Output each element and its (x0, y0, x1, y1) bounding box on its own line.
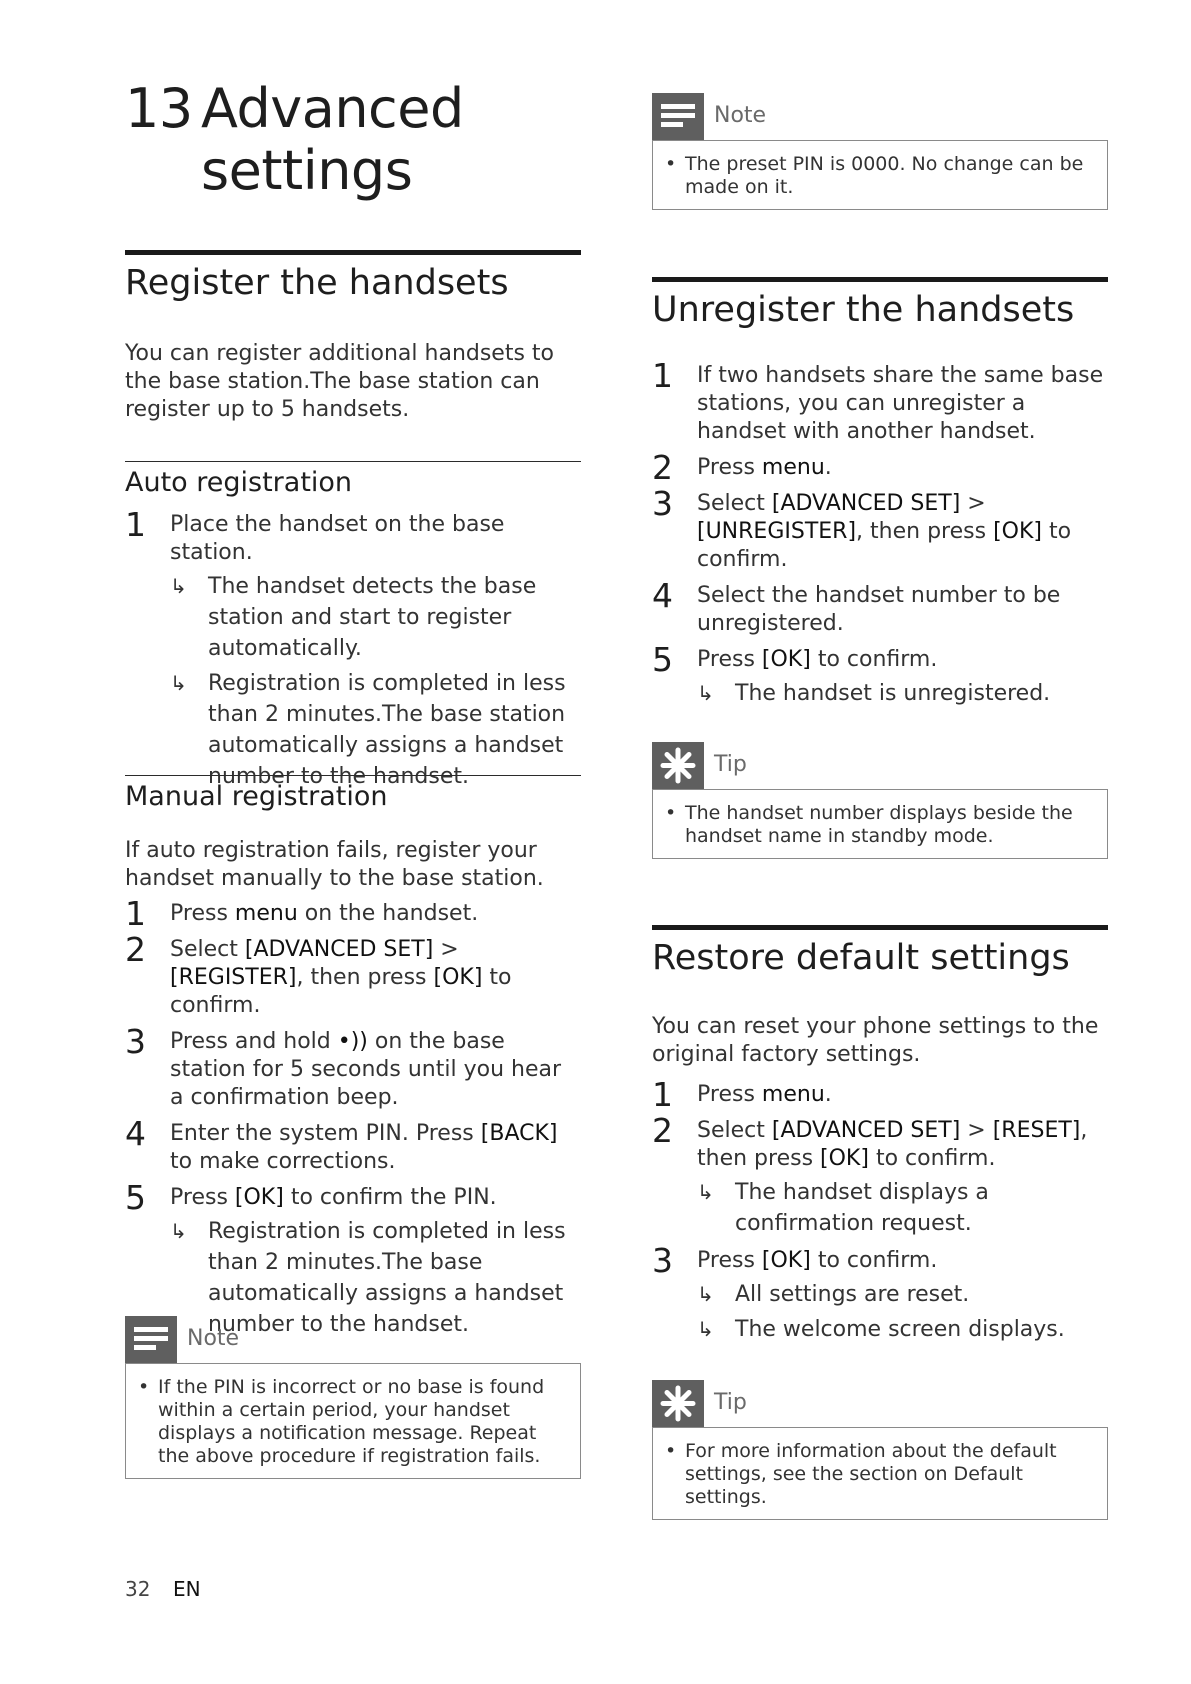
step-text: to confirm. (868, 1146, 996, 1171)
tip-text: For more information about the default settings, see the section on Default settings. (685, 1440, 1057, 1508)
result-item (170, 668, 581, 792)
restore-intro: You can reset your phone settings to the original factory settings. (652, 1014, 1099, 1067)
step-number: 1 (125, 505, 146, 544)
step-number: 5 (652, 640, 673, 679)
section-register (125, 250, 581, 305)
tip-box-restore (652, 1380, 1108, 1520)
note-text: If the PIN is incorrect or no base is found within a certain period, your handset displays a notification message. Repeat the above procedure if registration fails. (158, 1376, 545, 1467)
page-number: 32 (125, 1577, 151, 1601)
step-text: on the base station for 5 seconds until you hear a confirmation beep. (170, 1029, 562, 1110)
step-text: Place the handset on the base station. (170, 512, 505, 565)
note-header (125, 1316, 581, 1363)
unregister-step-2 (652, 448, 1108, 487)
manual-intro: If auto registration fails, register your handset manually to the base station. (125, 838, 544, 891)
page-footer (125, 1577, 201, 1601)
ok-key: [OK] (993, 519, 1042, 544)
section-restore (652, 925, 1108, 980)
tip-body (652, 1427, 1108, 1520)
restore-step-1 (652, 1075, 1108, 1114)
manual-step-3 (125, 1022, 581, 1112)
unregister-heading: Unregister the handsets (652, 290, 1075, 330)
note-body (652, 140, 1108, 210)
ok-key: [OK] (433, 965, 483, 990)
step-number: 2 (125, 930, 146, 969)
result-text: The handset is unregistered. (735, 681, 1051, 706)
step-number: 4 (125, 1114, 146, 1153)
step-text: If two handsets share the same base stations, you can unregister a handset with another handset. (697, 363, 1104, 444)
back-key: [BACK] (480, 1121, 558, 1146)
step-text: Select the handset number to be unregistered. (697, 583, 1061, 636)
auto-heading: Auto registration (125, 467, 353, 498)
result-arrow-icon: ↳ (697, 681, 714, 705)
tip-body (652, 789, 1108, 859)
menu-option: [ADVANCED SET] (244, 937, 434, 962)
manual-step-2 (125, 930, 581, 1020)
step-text: Select (170, 937, 245, 962)
result-text: Registration is completed in less than 2 minutes.The base automatically assigns a handset number to the handset. (208, 1219, 566, 1337)
note-box-pin (652, 93, 1108, 210)
step-text: Press (170, 1185, 235, 1210)
manual-heading: Manual registration (125, 781, 388, 812)
menu-option: [RESET] (992, 1118, 1081, 1143)
note-header (652, 93, 1108, 140)
result-text: Registration is completed in less than 2 minutes.The base station automatically assigns a handset number to the handset. (208, 671, 566, 789)
chapter-number: 13 (125, 77, 193, 140)
step-number: 2 (652, 1111, 673, 1150)
separator: > (960, 491, 986, 516)
result-arrow-icon: ↳ (697, 1180, 714, 1204)
note-text: The preset PIN is 0000. No change can be made on it. (685, 153, 1084, 198)
restore-step-2 (652, 1111, 1108, 1239)
step-number: 3 (652, 1241, 673, 1280)
ok-key: [OK] (761, 647, 811, 672)
step-number: 1 (652, 356, 673, 395)
step-text: to confirm the PIN. (283, 1185, 497, 1210)
step-text: Select (697, 491, 772, 516)
section-unregister (652, 277, 1108, 332)
restore-step-3 (652, 1241, 1108, 1345)
tip-box-unregister (652, 742, 1108, 859)
tip-text: The handset number displays beside the handset name in standby mode. (685, 802, 1073, 847)
step-text: Press (697, 647, 762, 672)
menu-option: [UNREGISTER] (697, 519, 857, 544)
step-text: Press (697, 1082, 762, 1107)
step-text: Press (697, 1248, 762, 1273)
register-heading: Register the handsets (125, 263, 509, 303)
restore-heading: Restore default settings (652, 938, 1070, 978)
step-text: to confirm. (170, 965, 512, 1018)
auto-steps (125, 505, 581, 800)
result-item (697, 1177, 1108, 1239)
register-intro: You can register additional handsets to the base station.The base station can register up to 5 handsets. (125, 341, 555, 422)
menu-key: menu (761, 1082, 825, 1107)
result-text: The welcome screen displays. (735, 1317, 1065, 1342)
result-item (697, 678, 1108, 709)
result-arrow-icon: ↳ (697, 1317, 714, 1341)
step-number: 1 (125, 894, 146, 933)
manual-steps (125, 894, 581, 1348)
step-text: Select (697, 1118, 772, 1143)
unregister-step-1 (652, 356, 1108, 446)
step-number: 5 (125, 1178, 146, 1217)
result-text: The handset displays a confirmation request. (735, 1180, 989, 1236)
result-item (170, 571, 581, 664)
result-item (697, 1314, 1108, 1345)
step-text: Press and hold (170, 1029, 338, 1054)
tip-asterisk-icon (652, 1380, 704, 1427)
step-number: 4 (652, 576, 673, 615)
tip-label: Tip (714, 1390, 747, 1415)
unregister-steps (652, 356, 1108, 717)
tip-header (652, 742, 1108, 789)
note-icon (652, 93, 704, 140)
tip-header (652, 1380, 1108, 1427)
language-code: EN (173, 1577, 201, 1601)
note-box-registration (125, 1316, 581, 1479)
ok-key: [OK] (820, 1146, 869, 1171)
tip-label: Tip (714, 752, 747, 777)
bullet: • (138, 1376, 150, 1398)
ok-key: [OK] (761, 1248, 811, 1273)
bullet: • (665, 153, 677, 175)
menu-option: [ADVANCED SET] (771, 1118, 961, 1143)
step-text: Enter the system PIN. Press (170, 1121, 481, 1146)
step-text: . (824, 1082, 832, 1107)
auto-step-1 (125, 505, 581, 792)
step-number: 2 (652, 448, 673, 487)
unregister-step-5 (652, 640, 1108, 709)
note-label: Note (714, 103, 767, 128)
step-text: , then press (296, 965, 434, 990)
note-icon (125, 1316, 177, 1363)
result-arrow-icon: ↳ (170, 671, 187, 695)
restore-steps (652, 1075, 1108, 1353)
result-item (697, 1279, 1108, 1310)
paging-icon: •)) (337, 1029, 368, 1054)
step-text: to make corrections. (170, 1149, 396, 1174)
subsection-auto (125, 461, 581, 500)
menu-option: [ADVANCED SET] (771, 491, 961, 516)
unregister-step-3 (652, 484, 1108, 574)
result-arrow-icon: ↳ (697, 1282, 714, 1306)
menu-key: menu (234, 901, 298, 926)
step-number: 1 (652, 1075, 673, 1114)
note-label: Note (187, 1326, 240, 1351)
step-text: to confirm. (810, 647, 938, 672)
step-text: . (824, 455, 832, 480)
subsection-manual (125, 775, 581, 814)
result-text: All settings are reset. (735, 1282, 970, 1307)
manual-step-4 (125, 1114, 581, 1176)
ok-key: [OK] (234, 1185, 284, 1210)
chapter-heading: Advanced settings (201, 77, 464, 202)
step-text: Press (697, 455, 762, 480)
step-number: 3 (652, 484, 673, 523)
note-body (125, 1363, 581, 1479)
separator: > (960, 1118, 993, 1143)
result-text: The handset detects the base station and start to register automatically. (208, 574, 537, 661)
step-text: , then press (697, 1118, 1088, 1171)
separator: > (433, 937, 459, 962)
result-arrow-icon: ↳ (170, 1219, 187, 1243)
tip-asterisk-icon (652, 742, 704, 789)
step-text: to confirm. (697, 519, 1072, 572)
menu-key: menu (761, 455, 825, 480)
manual-step-1 (125, 894, 581, 933)
bullet: • (665, 802, 677, 824)
step-text: Press (170, 901, 235, 926)
bullet: • (665, 1440, 677, 1462)
menu-option: [REGISTER] (170, 965, 297, 990)
step-text: , then press (856, 519, 994, 544)
step-text: to confirm. (810, 1248, 938, 1273)
step-number: 3 (125, 1022, 146, 1061)
step-text: on the handset. (297, 901, 479, 926)
unregister-step-4 (652, 576, 1108, 638)
result-arrow-icon: ↳ (170, 574, 187, 598)
